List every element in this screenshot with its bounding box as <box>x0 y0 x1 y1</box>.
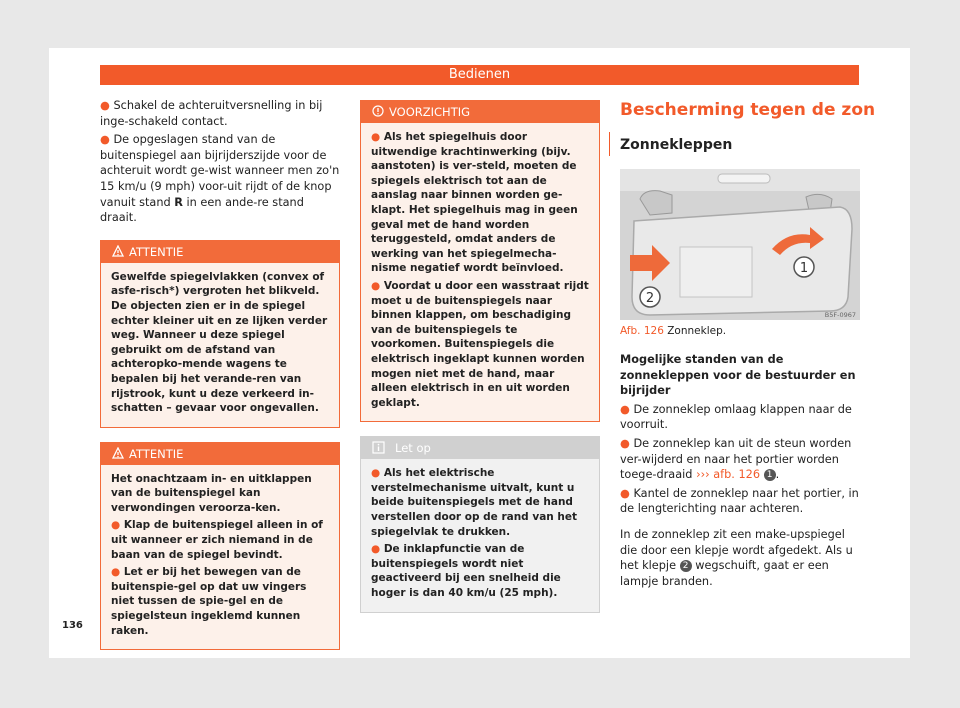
callout-1: 1 <box>799 261 809 276</box>
page-number: 136 <box>62 620 83 631</box>
warning-box-1 <box>100 240 340 428</box>
callout-2: 2 <box>645 291 655 306</box>
list-item: ● De opgeslagen stand van de buitenspiegel aan bijrijderszijde voor de achteruit wordt ge-wist wanneer men zo'n 15 km/u (9 mph) voor-uit rijdt of de knop vanuit stand R in een ande-re stand draait. <box>100 133 340 225</box>
warning-intro: Het onachtzaam in- en uitklappen van de buitenspiegel kan verwondingen veroorza-ken. <box>111 472 312 514</box>
page-header: Bedienen <box>100 65 859 85</box>
list-item: ● De zonneklep omlaag klappen naar de voorruit. <box>620 402 852 432</box>
left-column <box>100 98 340 650</box>
warning-box-2 <box>100 442 340 651</box>
warning-title: ATTENTIE <box>129 244 184 259</box>
right-text <box>620 352 860 589</box>
warning-title: ATTENTIE <box>129 446 184 461</box>
caution-title: VOORZICHTIG <box>389 105 471 119</box>
list-item: ● Klap de buitenspiegel alleen in of uit wanneer er zich niemand in de baan van de spiegel bevindt. <box>111 519 323 561</box>
list-item: ● Let er bij het bewegen van de buitenspie-gel op dat uw vingers niet tussen de spie-gel en de spiegelsteun ingeklemd kunnen raken. <box>111 566 307 637</box>
warning-text: Gewelfde spiegelvlakken (convex of asfe-risch*) vergroten het blikveld. De objecten zien er in de spiegel echter kleiner uit en ze lijken verder weg. Wanneer u deze spiegel gebruikt om de afstand van achteropko-mende wagens te bepalen bij het verande-ren van rijstrook, kunt u deze verkeerd in-schatten – gevaar voor ongevallen. <box>111 270 328 415</box>
middle-column <box>360 100 600 613</box>
list-item: ● Als het spiegelhuis door uitwendige krachtinwerking (bijv. aanstoten) is ver-steld, moeten de spiegels elektrisch tot aan de aanslag naar binnen worden ge-klapt. Het spiegelhuis mag in geen geval met de hand worden teruggesteld, omdat anders de werking van het spiegelmecha-nisme negatief wordt beïnvloed. <box>371 131 578 275</box>
warning-icon <box>112 447 124 459</box>
figure-caption: Afb. 126 Zonneklep. <box>620 325 727 337</box>
info-icon <box>372 441 385 454</box>
info-circle-icon <box>372 105 384 117</box>
callout-ref-1: 1 <box>764 469 776 481</box>
list-item: ● Voordat u door een wasstraat rijdt moet u de buitenspiegels naar binnen klappen, om beschadiging van de buitenspiegels te voorkomen. Buitenspiegels die elektrisch ingeklapt kunnen worden mogen niet met de hand, maar alleen elektrisch in en uit worden geklapt. <box>371 279 589 409</box>
figure-code: B5F-0967 <box>824 311 856 319</box>
section-title: Bescherming tegen de zon <box>620 100 876 120</box>
note-title: Let op <box>395 441 431 456</box>
figure-sun-visor <box>620 169 860 320</box>
list-item: ● De zonneklep kan uit de steun worden ver-wijderd en naar het portier worden toege-draaid ››› afb. 126 1 . <box>620 436 852 482</box>
list-item: ● De inklapfunctie van de buitenspiegels wordt niet geactiveerd bij een snelheid die hoger is dan 40 km/u (25 mph). <box>371 543 561 600</box>
positions-heading: Mogelijke standen van de zonnekleppen voor de bestuurder en bijrijder <box>620 353 856 398</box>
sun-visor-illustration <box>620 169 860 320</box>
paragraph: In de zonneklep zit een make-upspiegel die door een klepje wordt afgedekt. Als u het klepje 2 wegschuift, gaat er een lampje branden. <box>620 527 853 588</box>
figure-reference-link[interactable]: ››› afb. 126 <box>696 468 761 482</box>
caution-box <box>360 100 600 422</box>
list-item: ● Schakel de achteruitversnelling in bij inge-schakeld contact. <box>100 99 323 128</box>
list-item: ● Als het elektrische verstelmechanisme uitvalt, kunt u beide buitenspiegels met de hand verstellen door op de rand van het spiegelvlak te drukken. <box>371 467 578 538</box>
subsection-marker <box>609 132 610 156</box>
callout-ref-2: 2 <box>680 560 692 572</box>
list-item: ● Kantel de zonneklep naar het portier, in de lengterichting naar achteren. <box>620 486 859 516</box>
note-box <box>360 436 600 612</box>
subsection-title: Zonnekleppen <box>620 137 733 153</box>
warning-icon <box>112 245 124 257</box>
